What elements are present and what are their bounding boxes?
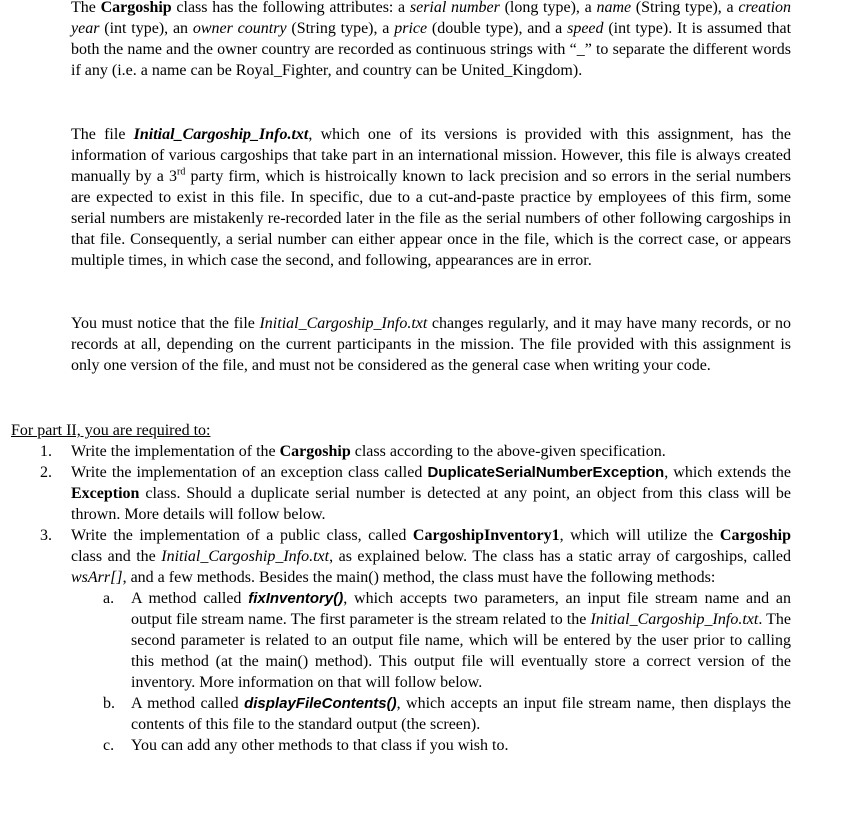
text: Write the implementation of a public class, called	[71, 527, 413, 544]
paragraph-file-changes	[71, 313, 791, 376]
list-item	[40, 525, 792, 756]
text: party firm, which is histroically known to lack precision and so errors in the serial numbers are expected to exist in this file. In specific, due to a cut-and-paste practice by employees of this firm, some serial numbers are mistakenly re-recorded later in the file as the serial numbers of other following cargoships in that file. Consequently, a serial number can either appear once in the file, which is the correct case, or appears multiple times, in which case the second, and following, appearances are in error.	[71, 168, 792, 269]
text: , and a few methods. Besides the main() method, the class must have the following methods:	[122, 569, 716, 586]
class-name: Cargoship	[279, 443, 351, 460]
class-name: Cargoship	[719, 527, 792, 544]
attr-creation-year: creation year	[71, 0, 792, 37]
text: , which extends the	[664, 464, 792, 481]
list-item	[40, 441, 791, 462]
text: Write the implementation of the	[71, 443, 280, 460]
methods-list	[71, 588, 791, 756]
paragraph-initial-file	[71, 124, 791, 271]
list-item	[103, 735, 791, 756]
text: Write the implementation of an exception class called	[71, 464, 428, 481]
attr-name: name	[596, 0, 632, 16]
text: The file	[71, 126, 134, 143]
file-name: Initial_Cargoship_Info.txt	[259, 315, 428, 332]
text: , as explained below. The class has a static array of cargoships, called	[329, 548, 791, 565]
list-item	[103, 693, 792, 735]
text: , which accepts two parameters, an input file stream name and an output file stream name. The first parameter is the stream related to the	[131, 590, 792, 628]
class-name: Cargoship	[100, 0, 172, 16]
array-name: wsArr[]	[71, 569, 123, 586]
text: , which accepts an input file stream name, then displays the contents of this file to the standard output (the screen).	[131, 695, 792, 733]
file-name: Initial_Cargoship_Info.txt	[133, 126, 309, 143]
text: (int type). It is assumed that both the name and the owner country are recorded as continuous strings with “_” to separate the different words if any (i.e. a name can be Royal_Fighter, and country can be United_Kingdom).	[71, 20, 792, 79]
text: You can add any other methods to that class if you wish to.	[131, 737, 509, 754]
item-number: 2.	[40, 464, 52, 481]
class-name: Exception	[71, 485, 140, 502]
text: class and the	[71, 548, 162, 565]
text: A method called	[131, 590, 249, 607]
item-letter: c.	[103, 737, 115, 754]
text: changes regularly, and it may have many records, or no records at all, depending on the current participants in the mission. The file provided with this assignment is only one version of the file, and must not be considered as the general case when writing your code.	[71, 315, 791, 374]
file-name: Initial_Cargoship_Info.txt	[590, 611, 759, 628]
paragraph-cargoship-attributes	[71, 0, 791, 81]
text: (String type), a	[286, 20, 395, 37]
text: . The second parameter is related to an output file name, which will be entered by the user prior to calling this method (at the main() method). This output file will eventually store a correct version of the inventory. More information on that will follow below.	[131, 611, 791, 691]
file-name: Initial_Cargoship_Info.txt	[161, 548, 330, 565]
list-item	[103, 588, 792, 693]
text: class according to the above-given specification.	[350, 443, 666, 460]
text: (String type), a	[631, 0, 739, 16]
text: , which will utilize the	[559, 527, 720, 544]
attr-speed: speed	[567, 20, 604, 37]
text: (int type), an	[99, 20, 193, 37]
exception-class-name: DuplicateSerialNumberException	[427, 464, 665, 481]
method-name: fixInventory()	[248, 590, 344, 607]
text: A method called	[131, 695, 245, 712]
attr-price: price	[394, 20, 428, 37]
part2-heading: For part II, you are required to:	[11, 422, 211, 439]
method-name: displayFileContents()	[244, 695, 397, 712]
requirements-list	[40, 441, 792, 756]
class-name: CargoshipInventory1	[412, 527, 560, 544]
item-number: 1.	[40, 443, 52, 460]
superscript: rd	[176, 166, 186, 178]
attr-serial-number: serial number	[409, 0, 500, 16]
text: The	[71, 0, 101, 16]
item-number: 3.	[40, 527, 52, 544]
item-letter: b.	[103, 695, 115, 712]
text: (long type), a	[499, 0, 597, 16]
text: , which one of its versions is provided with this assignment, has the information of various cargoships that take part in an international mission. However, this file is always created manually by a 3	[71, 126, 792, 185]
attr-owner-country: owner country	[192, 20, 287, 37]
item-letter: a.	[103, 590, 115, 607]
text: class. Should a duplicate serial number is detected at any point, an object from this class will be thrown. More details will follow below.	[71, 485, 791, 523]
text: class has the following attributes: a	[171, 0, 410, 16]
text: You must notice that the file	[71, 315, 260, 332]
list-item	[40, 462, 792, 525]
text: (double type), and a	[427, 20, 568, 37]
